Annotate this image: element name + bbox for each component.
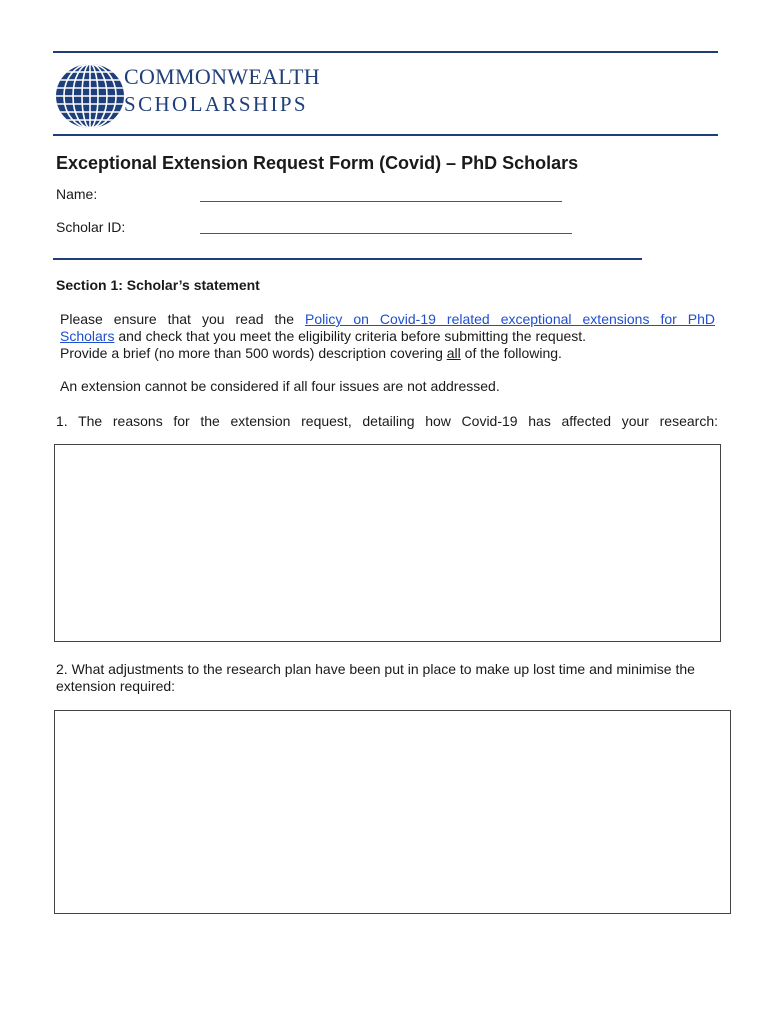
intro-before-link: Please ensure that you read the: [60, 311, 305, 327]
intro-after-link: and check that you meet the eligibility criteria before submitting the request.: [114, 328, 587, 344]
intro-line-1: [60, 311, 715, 328]
logo-wordmark: [124, 66, 320, 115]
section-divider: [53, 258, 642, 260]
scholar-id-field-line[interactable]: [200, 233, 572, 234]
section-1-heading: Section 1: Scholar’s statement: [56, 277, 260, 293]
intro-line-2: [60, 328, 586, 344]
question-2-answer-box[interactable]: [54, 710, 731, 914]
logo-line-scholarships: SCHOLARSHIPS: [124, 92, 309, 116]
name-label: Name:: [56, 186, 98, 202]
question-1-answer-box[interactable]: [54, 444, 721, 642]
question-1: 1. The reasons for the extension request, detailing how Covid-19 has affected your research:: [56, 413, 718, 429]
brief-instruction: [60, 345, 562, 361]
brief-emphasis: all: [446, 345, 461, 361]
question-2: 2. What adjustments to the research plan have been put in place to make up lost time and minimise the extension required:: [56, 661, 695, 694]
header-top-rule: [53, 51, 718, 53]
requirement-note: An extension cannot be considered if all four issues are not addressed.: [60, 378, 500, 394]
policy-link-line1[interactable]: Policy on Covid-19 related exceptional extensions for PhD: [304, 311, 716, 327]
header-bottom-rule: [53, 134, 718, 136]
intro-paragraph: [60, 311, 715, 362]
commonwealth-scholarships-logo: [55, 60, 335, 128]
form-title: Exceptional Extension Request Form (Covid) – PhD Scholars: [56, 153, 579, 173]
globe-icon: [55, 63, 125, 129]
policy-link-line2[interactable]: Scholars: [60, 328, 115, 344]
scholar-id-label: Scholar ID:: [56, 219, 126, 235]
brief-before: Provide a brief (no more than 500 words) description covering: [60, 345, 447, 361]
logo-line-commonwealth: COMMONWEALTH: [124, 64, 320, 89]
brief-after: of the following.: [460, 345, 562, 361]
name-field-line[interactable]: [200, 201, 562, 202]
